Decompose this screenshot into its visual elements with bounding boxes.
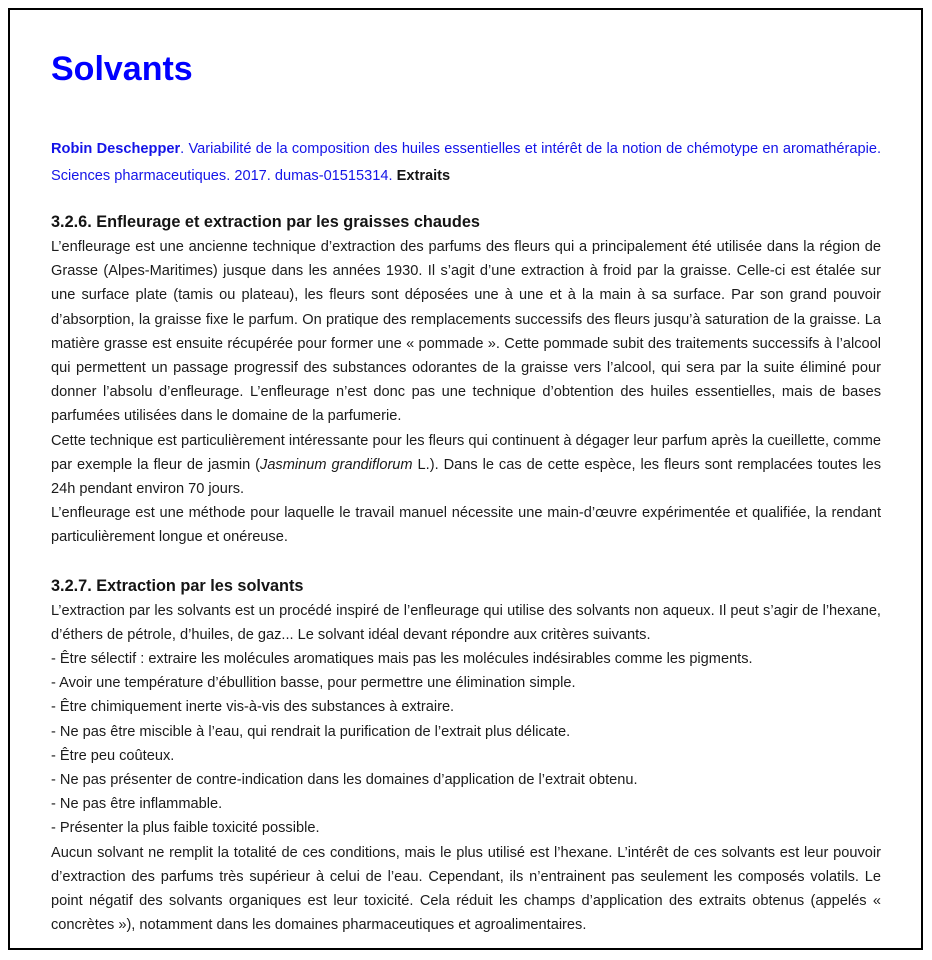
citation-author: Robin Deschepper [51, 141, 181, 157]
latin-species-name: Jasminum grandiflorum [260, 456, 413, 473]
criteria-item: - Être peu coûteux. [51, 747, 175, 764]
criteria-list [51, 647, 881, 841]
paragraph-enfleurage-1: L’enfleurage est une ancienne technique d’extraction des parfums des fleurs qui a principalement été utilisée dans la région de Grasse (Alpes-Maritimes) jusque dans les années 1930. Il s’agit d’une extraction à froid par la graisse. Celle-ci est étalée sur une surface plate (tamis ou plateau), les fleurs sont déposées une à une et à la main à sa surface. Par son grand pouvoir d’absorption, la graisse fixe le parfum. On pratique des remplacements successifs des fleurs jusqu’à saturation de la graisse. La matière grasse est ensuite récupérée pour former une « pommade ». Cette pommade subit des traitements successifs à l’alcool qui permettent un passage progressif des substances odorantes de la graisse vers l’alcool, qui sera par la suite éliminé pour donner l’absolu d’enfleurage. L’enfleurage n’est donc pas une technique d’obtention des huiles essentielles, mais de bases parfumées utilisées dans le domaine de la parfumerie. [51, 239, 881, 425]
paragraph-enfleurage-2-before: Cette technique est particulièrement intéressante pour les fleurs qui continuent à dégager leur parfum après la cueillette, comme par exemple la fleur de jasmin ( [51, 432, 881, 473]
citation-extraits-label: Extraits [396, 167, 451, 184]
citation [51, 136, 881, 189]
criteria-item: - Ne pas être miscible à l’eau, qui rendrait la purification de l’extrait plus délicate. [51, 723, 571, 740]
paragraph-solvants-intro: L’extraction par les solvants est un procédé inspiré de l’enfleurage qui utilise des solvants non aqueux. Il peut s’agir de l’hexane, d’éthers de pétrole, d’huiles, de gaz... Le solvant idéal devant répondre aux critères suivants. [51, 602, 881, 643]
criteria-item: - Être sélectif : extraire les molécules aromatiques mais pas les molécules indésirables comme les pigments. [51, 651, 753, 668]
paragraph-enfleurage-3: L’enfleurage est une méthode pour laquelle le travail manuel nécessite une main-d’œuvre expérimentée et qualifiée, la rendant particulièrement longue et onéreuse. [51, 505, 881, 546]
paragraph-enfleurage-2-after: L.). Dans le cas de cette espèce, les fleurs sont remplacées toutes les 24h pendant environ 70 jours. [51, 456, 882, 498]
document-page [8, 8, 923, 950]
criteria-item: - Ne pas présenter de contre-indication dans les domaines d’application de l’extrait obtenu. [51, 772, 638, 789]
citation-body: . Variabilité de la composition des huiles essentielles et intérêt de la notion de chémotype en aromathérapie. Sciences pharmaceutiques. 2017. dumas-01515314. [51, 141, 881, 184]
criteria-item: - Ne pas être inflammable. [51, 796, 223, 813]
paragraph-enfleurage-2 [51, 429, 881, 502]
criteria-item: - Avoir une température d’ébullition basse, pour permettre une élimination simple. [51, 675, 576, 692]
section-heading-3-2-7: 3.2.7. Extraction par les solvants [51, 576, 304, 595]
paragraph-solvants-outro: Aucun solvant ne remplit la totalité de ces conditions, mais le plus utilisé est l’hexane. L’intérêt de ces solvants est leur pouvoir d’extraction des parfums très supérieur à celui de l’eau. Cependant, ils n’entrainent pas seulement les composés volatils. Le point négatif des solvants organiques est leur toxicité. Cela réduit les champs d’application des extraits obtenus (appelés « concrètes »), notamment dans les domaines pharmaceutiques et agroalimentaires. [51, 844, 881, 934]
criteria-item: - Être chimiquement inerte vis-à-vis des substances à extraire. [51, 699, 455, 716]
section-heading-3-2-6: 3.2.6. Enfleurage et extraction par les graisses chaudes [51, 213, 480, 231]
document-content [10, 10, 921, 937]
criteria-item: - Présenter la plus faible toxicité possible. [51, 820, 320, 837]
page-title: Solvants [51, 50, 193, 88]
